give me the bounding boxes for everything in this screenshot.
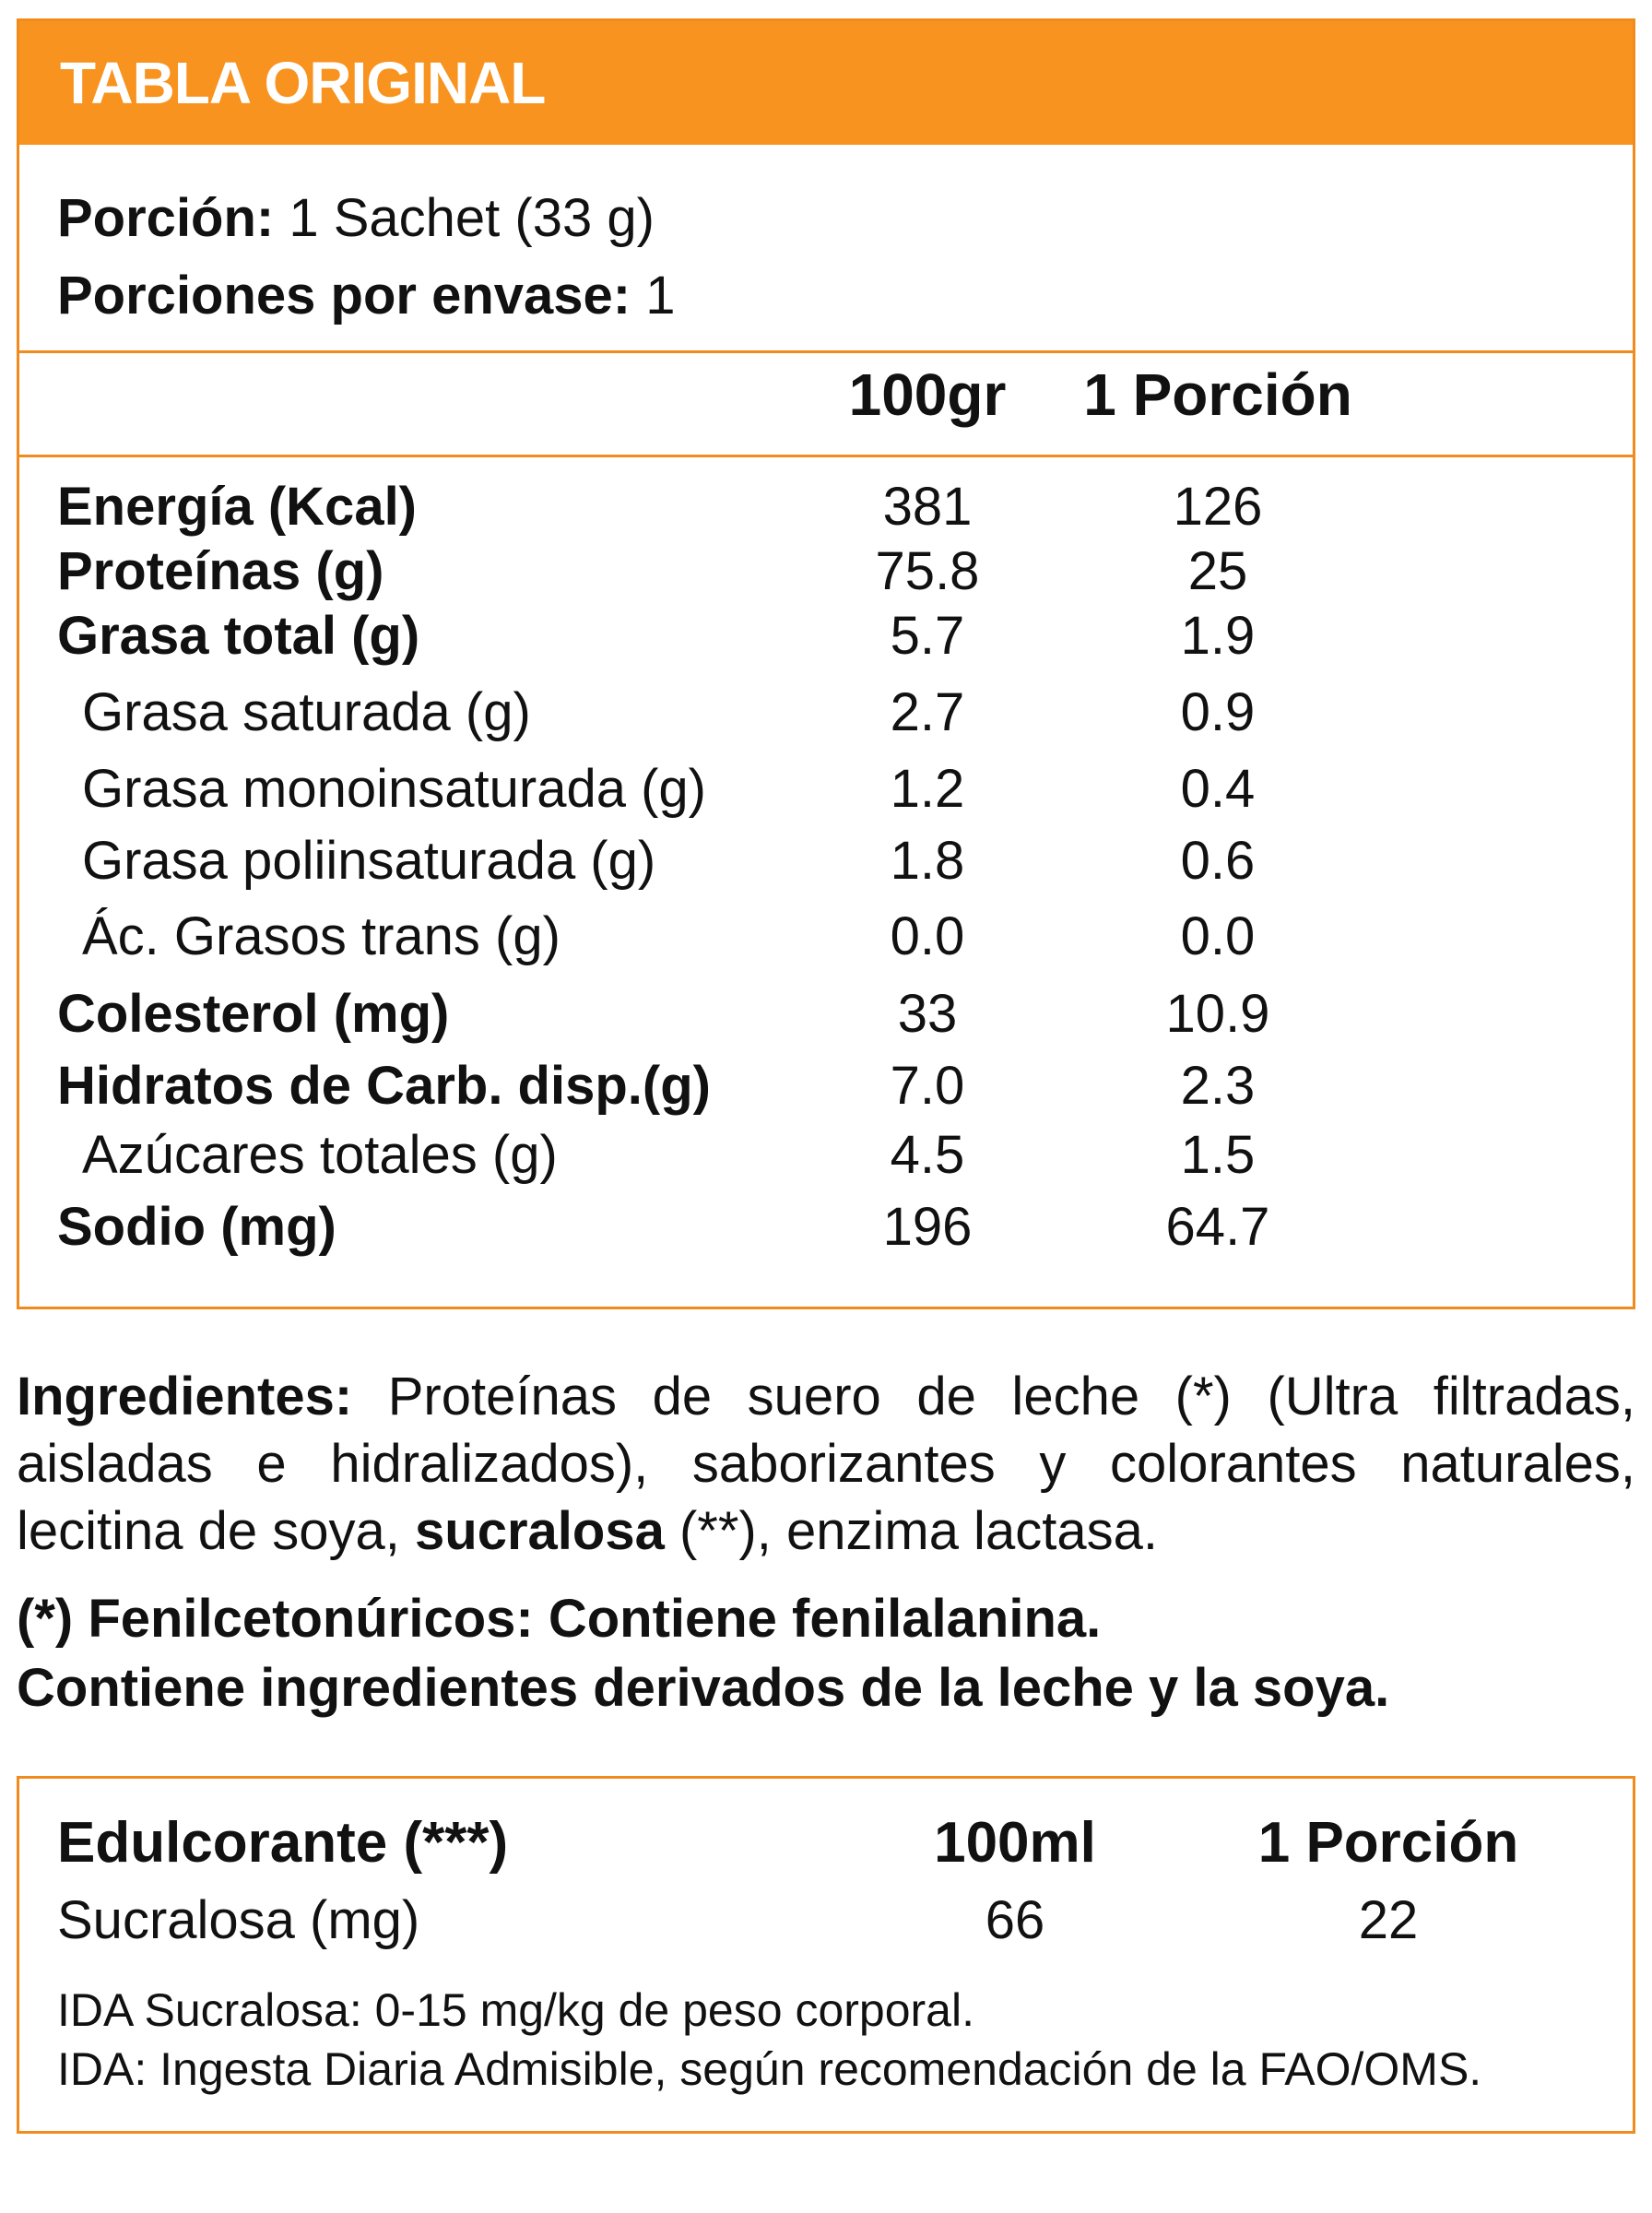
nutrient-label: Azúcares totales (g) bbox=[82, 1125, 558, 1185]
value-100g: 2.7 bbox=[890, 682, 965, 742]
value-100g: 75.8 bbox=[875, 541, 980, 601]
ida-sucralose-note: IDA Sucralosa: 0-15 mg/kg de peso corporal. bbox=[57, 1984, 974, 2036]
ingredients-label: Ingredientes: bbox=[17, 1367, 353, 1426]
value-100g: 196 bbox=[882, 1197, 973, 1257]
per-container-label: Porciones por envase: bbox=[57, 266, 631, 325]
table-row bbox=[19, 905, 1633, 979]
table-row bbox=[19, 1124, 1633, 1198]
nutrient-label: Sodio (mg) bbox=[57, 1197, 336, 1257]
allergen-warning: Contiene ingredientes derivados de la leche y la soya. bbox=[17, 1658, 1390, 1718]
column-header-100gr: 100gr bbox=[848, 361, 1007, 428]
per-container-value: 1 bbox=[645, 266, 676, 325]
value-portion: 126 bbox=[1173, 477, 1263, 537]
nutrient-label: Proteínas (g) bbox=[57, 541, 384, 601]
value-100g: 7.0 bbox=[890, 1056, 965, 1116]
sweetener-panel bbox=[17, 1776, 1635, 2134]
value-100g: 1.8 bbox=[890, 831, 965, 891]
value-portion: 0.4 bbox=[1180, 759, 1256, 819]
value-portion: 25 bbox=[1187, 541, 1248, 601]
value-portion: 0.6 bbox=[1180, 831, 1256, 891]
value-100g: 4.5 bbox=[890, 1125, 965, 1185]
nutrient-label: Grasa poliinsaturada (g) bbox=[82, 831, 656, 891]
per-container-line bbox=[57, 257, 1633, 335]
sweetener-header-label: Edulcorante (***) bbox=[57, 1811, 509, 1875]
sucralose-value-portion: 22 bbox=[1358, 1890, 1419, 1950]
value-portion: 64.7 bbox=[1165, 1197, 1270, 1257]
ida-definition-note: IDA: Ingesta Diaria Admisible, según recomendación de la FAO/OMS. bbox=[57, 2043, 1482, 2095]
ingredients-highlight: sucralosa bbox=[415, 1501, 665, 1561]
portion-label: Porción: bbox=[57, 188, 275, 248]
portion-value: 1 Sachet (33 g) bbox=[289, 188, 655, 248]
ingredients-text: Proteínas de suero de leche (*) (Ultra filtradas, aisladas e hidralizados), saborizantes y colorantes naturales, lecitina de soya, bbox=[17, 1367, 1635, 1561]
table-row bbox=[19, 1196, 1633, 1270]
nutrient-label: Energía (Kcal) bbox=[57, 477, 417, 537]
nutrition-facts-panel bbox=[17, 18, 1635, 1309]
table-row bbox=[19, 681, 1633, 755]
phenylketonuric-warning: (*) Fenilcetonúricos: Contiene fenilalanina. bbox=[17, 1589, 1102, 1649]
panel-title: TABLA ORIGINAL bbox=[19, 21, 1633, 145]
value-100g: 0.0 bbox=[890, 906, 965, 966]
ingredients-paragraph bbox=[17, 1363, 1635, 1565]
value-100g: 1.2 bbox=[890, 759, 965, 819]
nutrition-column-headers bbox=[19, 353, 1633, 457]
sweetener-column-portion: 1 Porción bbox=[1257, 1811, 1519, 1875]
sweetener-column-100ml: 100ml bbox=[934, 1811, 1096, 1875]
table-row bbox=[19, 1055, 1633, 1129]
serving-info bbox=[19, 145, 1633, 353]
value-100g: 33 bbox=[897, 984, 958, 1044]
value-portion: 0.9 bbox=[1180, 682, 1256, 742]
value-portion: 0.0 bbox=[1180, 906, 1256, 966]
value-100g: 5.7 bbox=[890, 606, 965, 666]
table-row bbox=[19, 476, 1633, 550]
sucralose-value-100ml: 66 bbox=[985, 1890, 1045, 1950]
ingredients-text-end: (**), enzima lactasa. bbox=[664, 1501, 1158, 1561]
nutrient-label: Grasa total (g) bbox=[57, 606, 420, 666]
value-portion: 1.9 bbox=[1180, 606, 1256, 666]
value-portion: 1.5 bbox=[1180, 1125, 1256, 1185]
nutrient-label: Hidratos de Carb. disp.(g) bbox=[57, 1056, 711, 1116]
nutrient-label: Grasa monoinsaturada (g) bbox=[82, 759, 706, 819]
value-portion: 2.3 bbox=[1180, 1056, 1256, 1116]
nutrient-label: Grasa saturada (g) bbox=[82, 682, 531, 742]
portion-line bbox=[57, 180, 1633, 257]
sucralose-label: Sucralosa (mg) bbox=[57, 1890, 420, 1950]
column-header-portion: 1 Porción bbox=[1083, 361, 1352, 428]
table-row bbox=[19, 540, 1633, 614]
value-portion: 10.9 bbox=[1165, 984, 1270, 1044]
value-100g: 381 bbox=[882, 477, 973, 537]
table-row bbox=[19, 605, 1633, 679]
nutrient-label: Ác. Grasos trans (g) bbox=[82, 906, 560, 966]
table-row bbox=[19, 983, 1633, 1057]
table-row bbox=[19, 758, 1633, 832]
table-row bbox=[19, 830, 1633, 904]
nutrient-label: Colesterol (mg) bbox=[57, 984, 450, 1044]
